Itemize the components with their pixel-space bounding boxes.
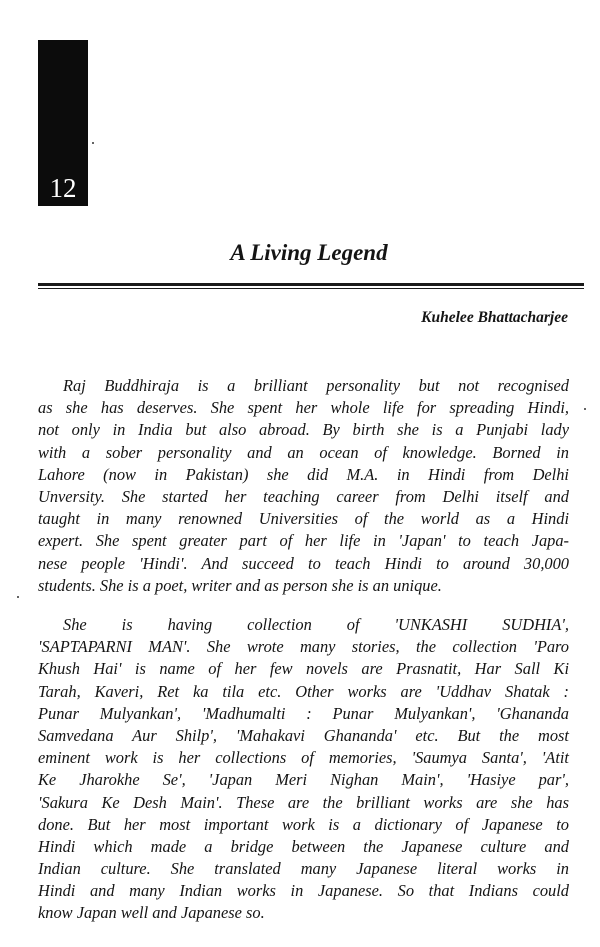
text-line: Unversity. She started her teaching career from Delhi itself and	[38, 486, 569, 506]
text-line: Raj Buddhiraja is a brilliant personality but not recognised	[63, 376, 569, 395]
scan-speck	[584, 408, 586, 410]
text-line: with a sober personality and an ocean of knowledge. Borned in	[38, 442, 569, 462]
text-line: taught in many renowned Universities of the world as a Hindi	[38, 509, 569, 529]
text-line: Ke Jharokhe Se', 'Japan Meri Nighan Main', 'Hasiye par',	[38, 770, 569, 790]
text-line: Tarah, Kaveri, Ret ka tila etc. Other works are 'Uddhav Shatak :	[38, 681, 569, 701]
chapter-number-tab	[38, 40, 88, 206]
text-line: She is having collection of 'UNKASHI SUDHIA',	[63, 615, 569, 634]
chapter-title: A Living Legend	[230, 240, 388, 265]
text-line: 'SAPTAPARNI MAN'. She wrote many stories, the collection 'Paro	[38, 637, 569, 657]
paragraph-1	[38, 375, 569, 597]
text-line: Punar Mulyankan', 'Madhumalti : Punar Mulyankan', 'Ghananda	[38, 703, 569, 723]
author-name: Kuhelee Bhattacharjee	[421, 309, 568, 326]
scan-speck	[92, 142, 94, 144]
text-line: done. But her most important work is a dictionary of Japanese to	[38, 814, 569, 834]
text-line: Khush Hai' is name of her few novels are Prasnatit, Har Sall Ki	[38, 659, 569, 679]
text-line: eminent work is her collections of memories, 'Saumya Santa', 'Atit	[38, 748, 569, 768]
paragraph-2	[38, 614, 569, 925]
text-line: students. She is a poet, writer and as person she is an unique.	[38, 575, 442, 595]
scan-speck	[17, 596, 19, 598]
text-line: Hindi and many Indian works in Japanese. So that Indians could	[38, 881, 569, 901]
title-rule-thin	[38, 288, 584, 289]
text-line: Samvedana Aur Shilp', 'Mahakavi Ghananda' etc. But the most	[38, 725, 569, 745]
text-line: as she has deserves. She spent her whole life for spreading Hindi,	[38, 398, 569, 418]
text-line: expert. She spent greater part of her life in 'Japan' to teach Japa-	[38, 531, 569, 551]
text-line: not only in India but also abroad. By birth she is a Punjabi lady	[38, 420, 569, 440]
text-line: 'Sakura Ke Desh Main'. These are the brilliant works are she has	[38, 792, 569, 812]
text-line: nese people 'Hindi'. And succeed to teach Hindi to around 30,000	[38, 553, 569, 573]
chapter-number: 12	[49, 173, 77, 203]
text-line: know Japan well and Japanese so.	[38, 903, 265, 923]
text-line: Hindi which made a bridge between the Japanese culture and	[38, 836, 569, 856]
title-rule-thick	[38, 283, 584, 286]
text-line: Indian culture. She translated many Japanese literal works in	[38, 859, 569, 879]
text-line: Lahore (now in Pakistan) she did M.A. in Hindi from Delhi	[38, 464, 569, 484]
